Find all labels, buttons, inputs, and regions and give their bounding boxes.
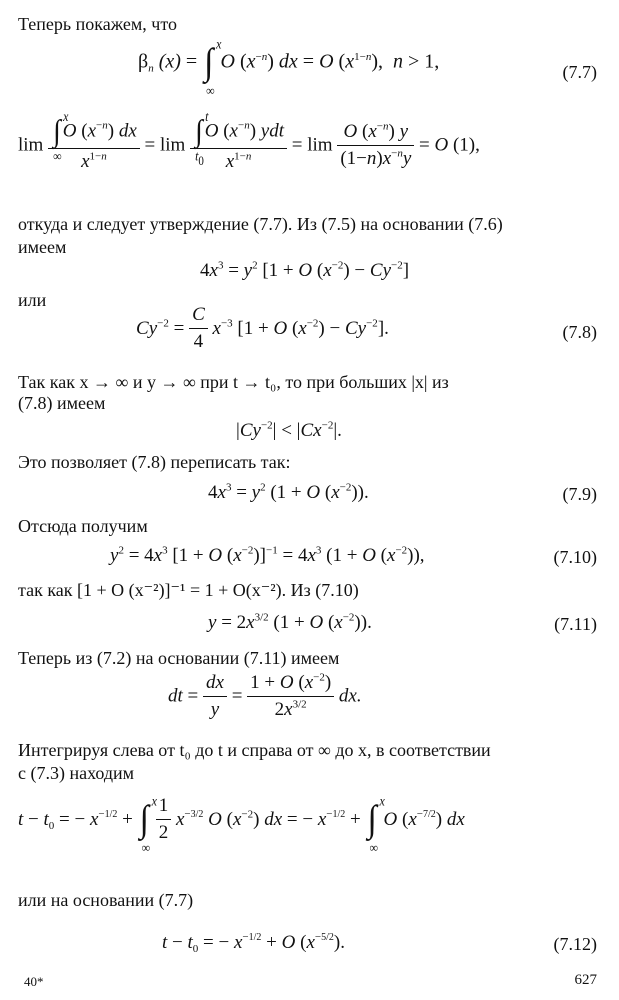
eqnum-7-7: (7.7) [562,62,597,82]
text-or-based-on: или на основании (7.7) [18,890,194,910]
text-we-have: имеем [18,237,67,257]
text-now-from: Теперь из (7.2) на основании (7.11) имеем [18,648,340,668]
equation-dt: dt = $\frac{dx}{y}$ = $\frac{1 + O (x^{-2})}{2x^{3/2}}$ dx. [168,671,362,720]
equation-4x3-bracket: $4x^3 = y^2$ [1 + O $(x^{-2}) - Cy^{-2}$] [200,259,410,281]
eqnum-7-10: (7.10) [553,547,597,567]
equation-7-12: $t - t_0$ = − $x^{-1/2} + O$ $(x^{-5/2})$. [162,931,345,955]
text-from-7-8: (7.8) имеем [18,393,106,413]
text-with-7-3: с (7.3) находим [18,763,135,783]
text-since: так как [1 + O (x⁻²)]⁻¹ = 1 + O(x⁻²). Из (7.10) [18,580,359,600]
eqnum-7-12: (7.12) [553,934,597,954]
equation-7-10: $y^2 = 4x^3$ [1 + O $(x^{-2})]^{-1} = 4x^3$ (1 + O $(x^{-2})$), [110,544,425,566]
signature-mark: 40* [24,974,44,989]
text-or: или [18,290,47,310]
equation-7-7: $\beta_n$ (x) = ∫ x ∞ O $(x^{-n})$ dx = O $(x^{1-n})$, n > 1, [138,36,440,99]
equation-7-11: $y = 2x^{3/2}$ (1 + O $(x^{-2})$). [208,611,372,633]
equation-integration: $t - t_0$ = − $x^{-1/2}$ + ∫ x ∞ $\frac{1}{2}$ $x^{-3/2}$ O $(x^{-2})$ dx = − $x^{-1/2}$ + ∫ x ∞ O $(x^{-7/2})$ dx [18,793,465,855]
equation-inequality: $|Cy^{-2}| < |Cx^{-2}|$. [236,419,342,441]
text-intro: Теперь покажем, что [18,14,177,34]
page-number: 627 [574,972,597,988]
equation-7-9: $4x^3 = y^2$ (1 + O $(x^{-2})$). [208,481,369,503]
text-hence: Отсюда получим [18,516,148,536]
eqnum-7-9: (7.9) [562,484,597,504]
text-integrating: Интегрируя слева от t₀ до t и справа от ∞ до x, в соответствии [18,740,491,760]
text-as-x-tends: Так как x → ∞ и y → ∞ при t → t₀, то при больших |x| из [18,372,449,392]
text-consequence: откуда и следует утверждение (7.7). Из (7.5) на основании (7.6) [18,214,503,234]
equation-limits: lim ∫ x ∞ O $(x^{-n})$ dx $x^{1-n}$ = lim ∫ t $t_0$ O $(x^{-n})$ ydt $x^{1-n}$ = lim $\frac{O (x^{-n}) y}{(1-n)x^{-n}y}$ = O (1), [18,108,480,172]
eqnum-7-8: (7.8) [562,322,597,342]
eqnum-7-11: (7.11) [554,614,597,634]
text-rewrite: Это позволяет (7.8) переписать так: [18,452,291,472]
equation-7-8: $Cy^{-2}$ = $\frac{C}{4}$ $x^{-3}$ [1 + O $(x^{-2}) - Cy^{-2}$]. [136,304,389,352]
